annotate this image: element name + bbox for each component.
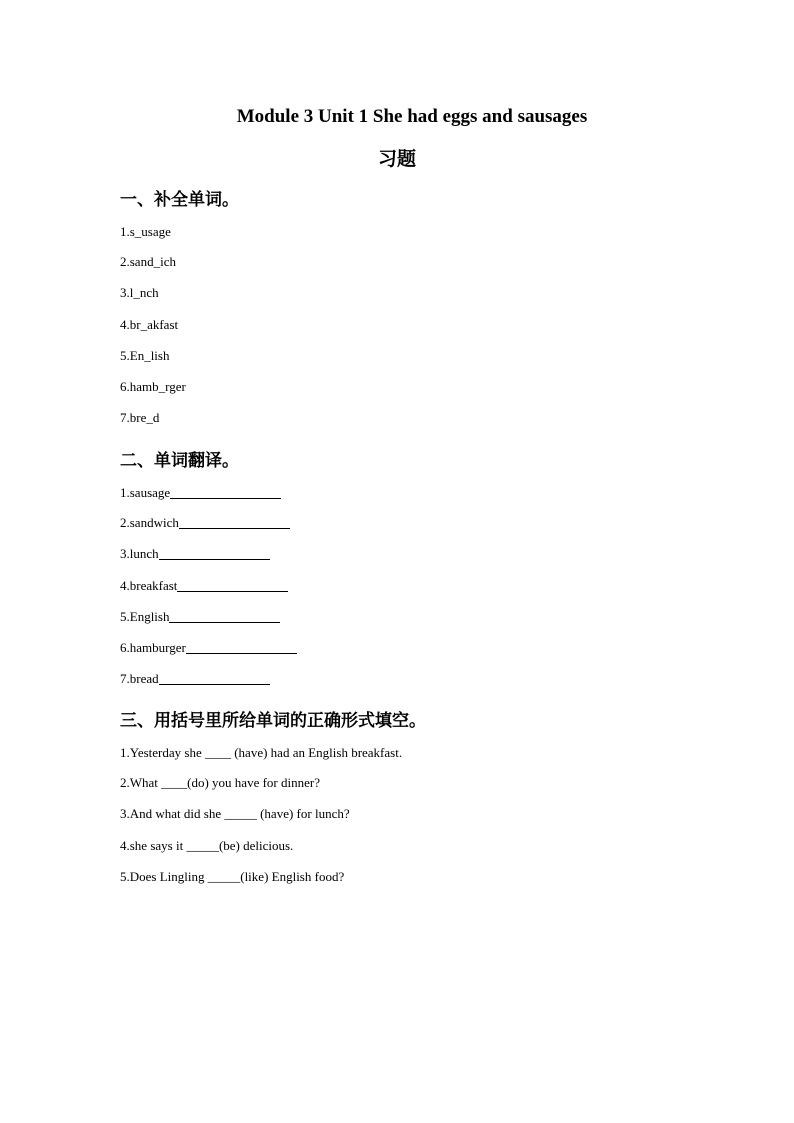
answer-blank[interactable] xyxy=(179,515,290,529)
item-text: 4.she says it _____(be) delicious. xyxy=(120,837,294,853)
document-subtitle: 习题 xyxy=(377,148,416,170)
sentence-list xyxy=(120,733,720,889)
item-text: 3.l_nch xyxy=(120,285,159,301)
item-text: 4.br_akfast xyxy=(120,316,179,332)
item-text: 5.Does Lingling _____(like) English food? xyxy=(120,868,345,884)
item-text: 5.English xyxy=(120,608,170,624)
section-heading: 三、用括号里所给单词的正确形式填空。 xyxy=(120,711,426,731)
list-item xyxy=(120,795,720,826)
list-item xyxy=(120,827,720,858)
item-text: 7.bread xyxy=(120,671,159,687)
answer-blank[interactable] xyxy=(170,485,281,499)
list-item xyxy=(120,598,720,629)
list-item xyxy=(120,504,720,535)
section-complete-words xyxy=(120,188,720,430)
item-text: 5.En_lish xyxy=(120,347,170,363)
translation-list xyxy=(120,473,720,691)
item-text: 6.hamburger xyxy=(120,639,186,655)
item-text: 7.bre_d xyxy=(120,410,160,426)
section-heading: 一、补全单词。 xyxy=(120,190,239,210)
section-translate-words xyxy=(120,449,720,691)
item-text: 4.breakfast xyxy=(120,577,178,593)
list-item xyxy=(120,858,720,889)
list-item xyxy=(120,337,720,368)
answer-blank[interactable] xyxy=(177,578,288,592)
item-text: 1.s_usage xyxy=(120,224,171,239)
list-item xyxy=(120,274,720,305)
list-item xyxy=(120,535,720,566)
list-item xyxy=(120,368,720,399)
list-item xyxy=(120,473,720,504)
list-item xyxy=(120,399,720,430)
section-heading: 二、单词翻译。 xyxy=(120,451,239,471)
item-text: 1.Yesterday she ____ (have) had an English breakfast. xyxy=(120,745,403,760)
document-title: Module 3 Unit 1 She had eggs and sausages xyxy=(236,106,588,127)
item-text: 3.And what did she _____ (have) for lunch? xyxy=(120,806,350,822)
answer-blank[interactable] xyxy=(169,609,280,623)
list-item xyxy=(120,733,720,764)
answer-blank[interactable] xyxy=(159,671,270,685)
list-item xyxy=(120,567,720,598)
item-text: 2.sandwich xyxy=(120,515,179,531)
list-item xyxy=(120,306,720,337)
list-item xyxy=(120,243,720,274)
item-text: 1.sausage xyxy=(120,485,171,500)
answer-blank[interactable] xyxy=(186,640,297,654)
item-text: 6.hamb_rger xyxy=(120,378,186,394)
word-list xyxy=(120,212,720,430)
list-item xyxy=(120,660,720,691)
item-text: 2.sand_ich xyxy=(120,254,176,270)
item-text: 3.lunch xyxy=(120,546,159,562)
answer-blank[interactable] xyxy=(159,546,270,560)
list-item xyxy=(120,764,720,795)
list-item xyxy=(120,629,720,660)
section-fill-blanks xyxy=(120,709,720,889)
list-item xyxy=(120,212,720,243)
item-text: 2.What ____(do) you have for dinner? xyxy=(120,775,320,791)
